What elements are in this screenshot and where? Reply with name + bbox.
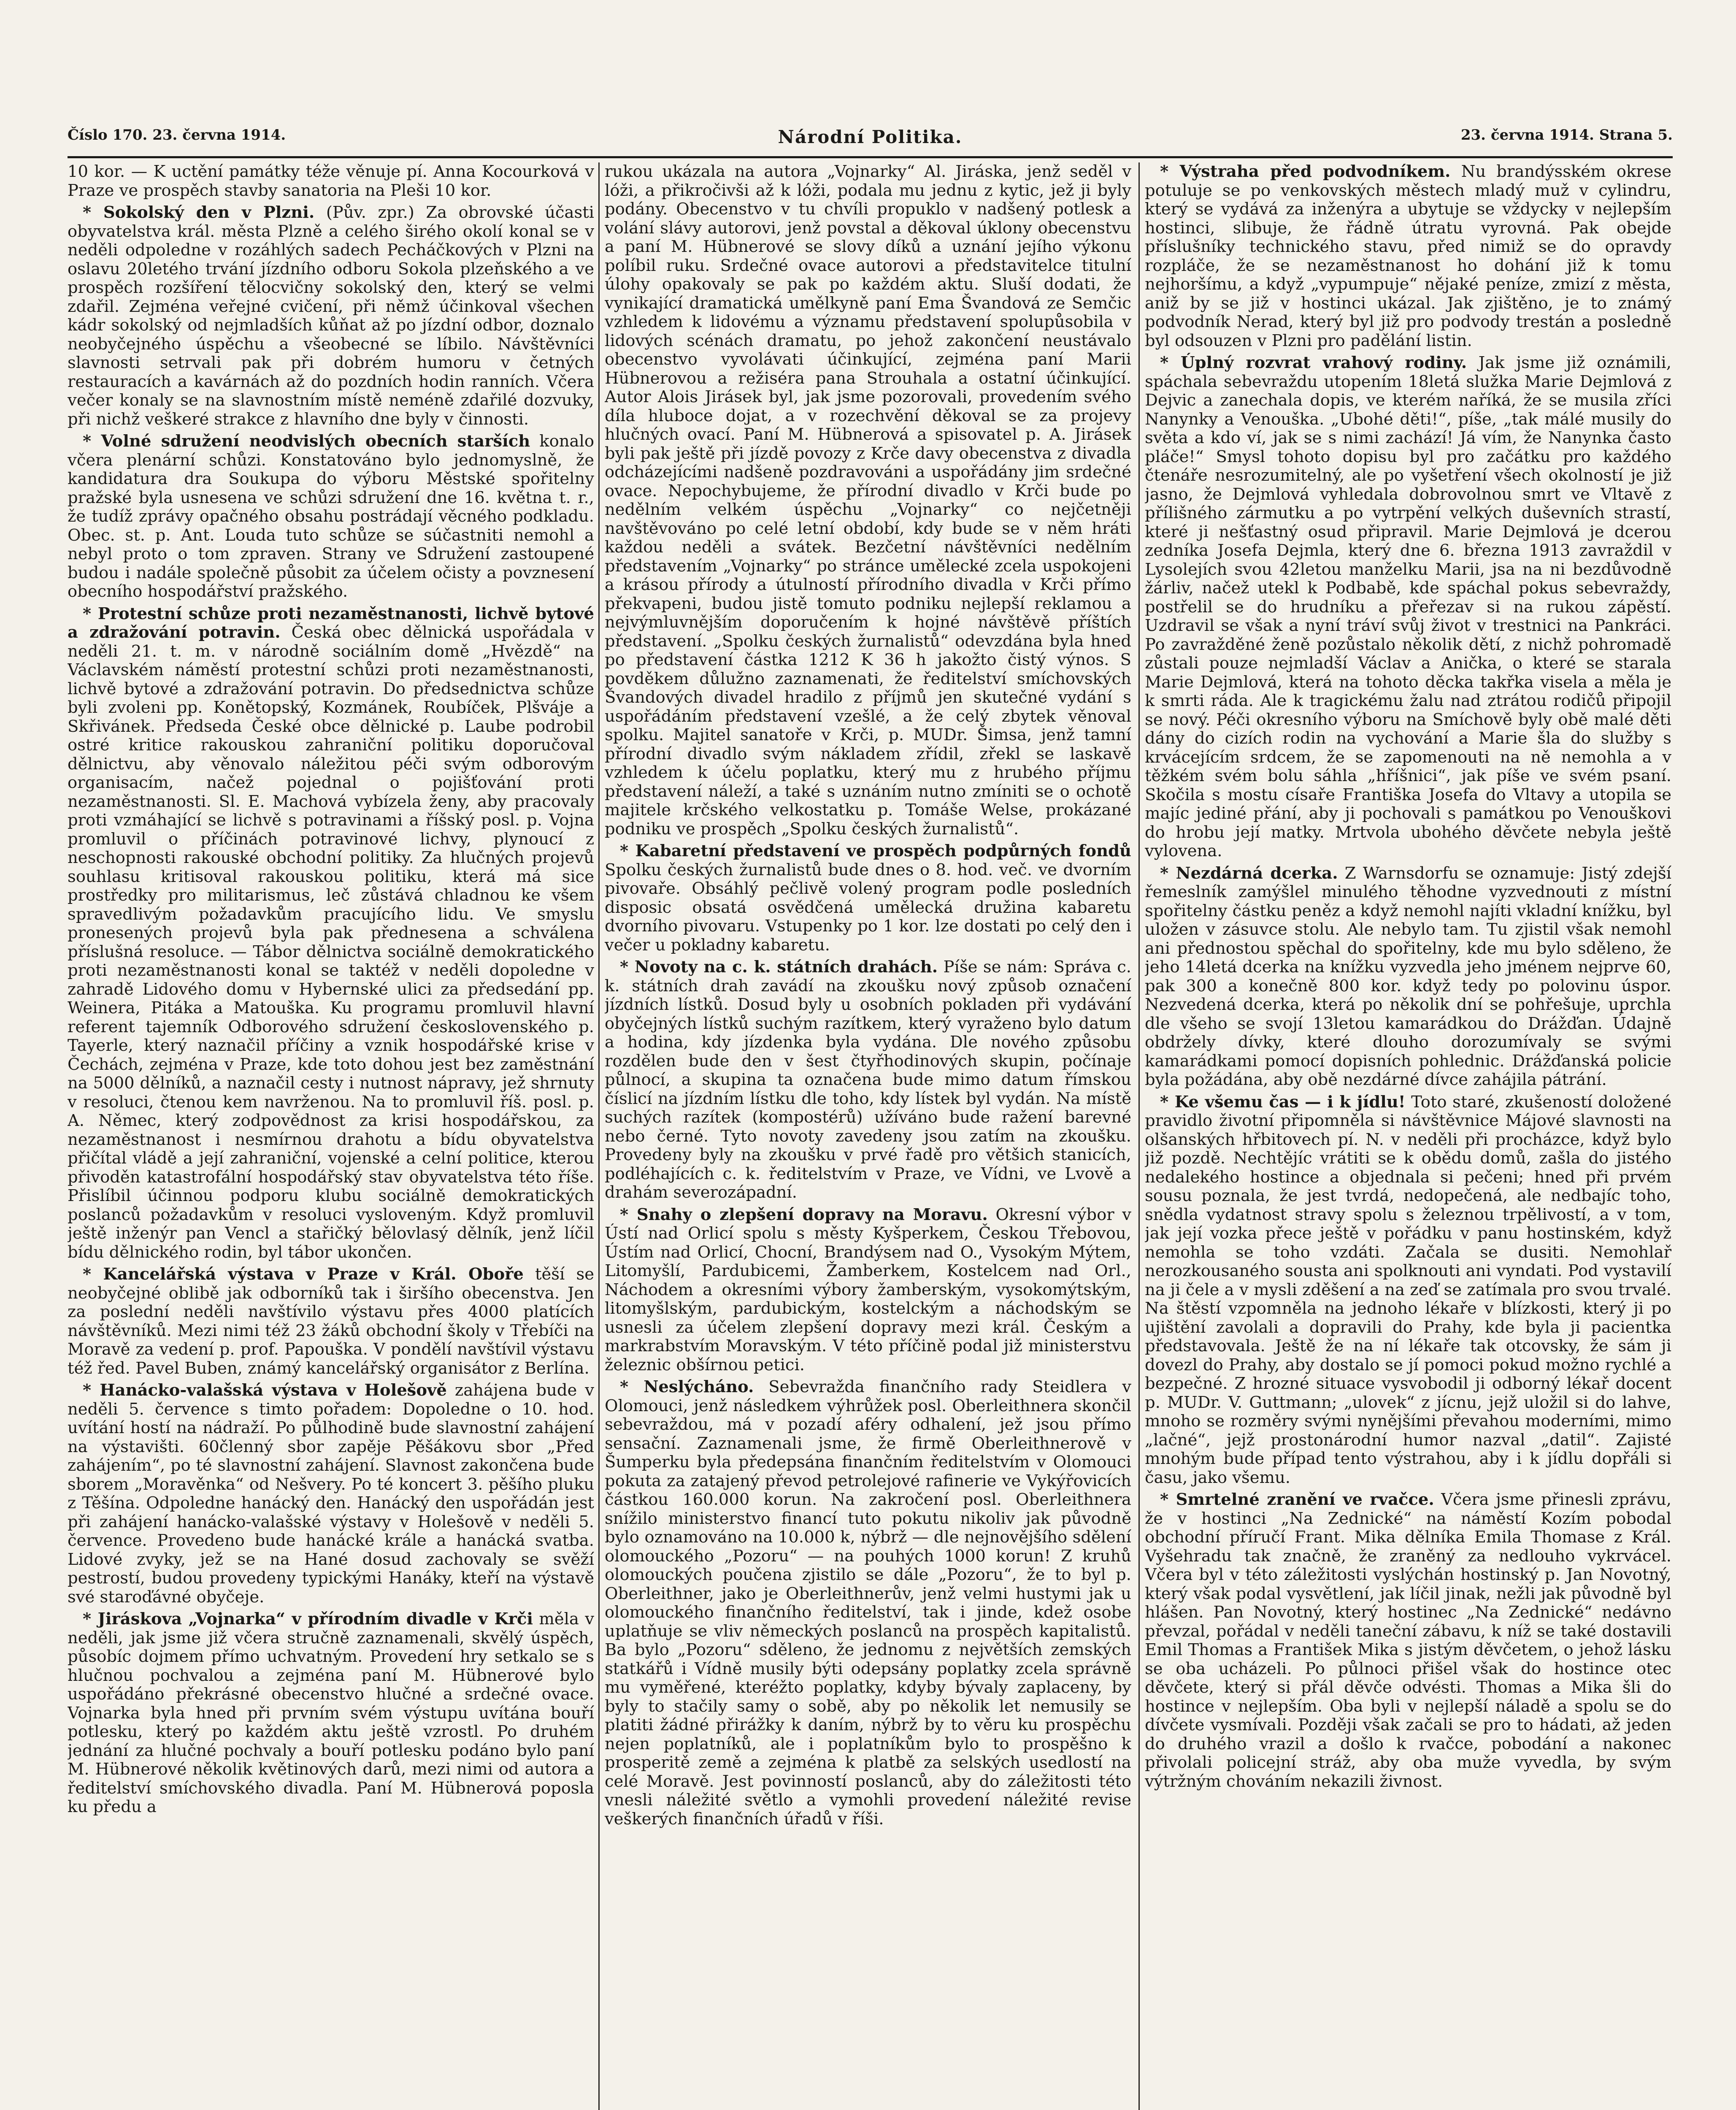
article-text: rukou ukázala na autora „Vojnarky“ Al. Jiráska, jenž seděl v lóži, a přikročivši až k lóži, podala mu jednu z kytic, jež ji byly podány. Obecenstvo v tu chvíli propuklo v nadšený potlesk a volání slávy autorovi, jenž povstal a děkoval úklony obecenstvu a paní M. Hübnerové se slovy díků a uznání jejího výkonu políbil ruku. Srdečné ovace autorovi a představitelce titulní úlohy opakovaly se pak po každém aktu. Sluší dodati, že vynikající dramatická umělkyně paní Ema Švandová ze Semčic vzhledem k lidovému a významu představení spolupůsobila v lidových scénách dramatu, po jehož zakončení neustávalo obecenstvo vyvolávati účinkující, zejména paní Marii Hübnerovou a režiséra pana Strouhala a ostatní účinkující. Autor Alois Jirásek byl, jak jsme pozorovali, provedením svého díla hluboce dojat, a v rozechvění děkoval se za projevy hlučných ovací. Paní M. Hübnerová a spisovatel p. A. Jirásek byli pak ještě při jízdě povozy z Krče davy obecenstva z divadla odcházejícími nadšeně pozdravováni a uspořádány jim srdečné ovace. Nepochybujeme, že přírodní divadlo v Krči bude po nedělním velkém úspěchu „Vojnarky“ co nejčetněji navštěvováno po celé letní období, kdy bude se v něm hráti každou neděli a svátek. Bezčetní návštěvníci nedělním představením „Vojnarky“ po stránce umělecké zcela uspokojeni a krásou přírody a útulností přírodního divadla v Krči přímo překvapeni, budou jistě tomuto podniku nejlepší reklamou a nejvýmluvnějším doporučením k hojné návštěvě příštích představení. „Spolku českých žurnalistů“ odevzdána byla hned po představení částka 1212 K 36 h jakožto čistý výnos. S povděkem důlužno zaznamenati, že ředitelství smíchovských Švandových divadel hradilo z příjmů jen skutečné vydání s uspořádáním představení vzešlé, a že celý zbytek věnoval spolku. Majitel sanatoře v Krči, p. MUDr. Šimsa, jenž tamní přírodní divadlo svým nákladem zřídil, zřekl se laskavě vzhledem k účelu poplatku, který mu z hrubého příjmu představení náleží, a také s uznáním nutno zmíniti se o ochotě majitele krčského velkostatku p. Tomáše Welse, prokázané podniku ve prospěch „Spolku českých žurnalistů“. <box>605 162 1131 839</box>
article-paragraph <box>1145 864 1671 1090</box>
article-paragraph <box>68 1610 594 1817</box>
article-headline: * Snahy o zlepšení dopravy na Moravu. <box>620 1205 988 1224</box>
article-paragraph <box>605 958 1131 1202</box>
article-headline: * Volné sdružení neodvislých obecních starších <box>83 432 530 451</box>
article-headline: * Jiráskova „Vojnarka“ v přírodním divadle v Krči <box>83 1610 533 1628</box>
article-text: Toto staré, zkušeností doložené pravidlo životní připomněla si návštěvnice Májové slavnosti na olšanských hřbitovech pí. N. v neděli při procházce, když bylo již pozdě. Nechtějíc vrátiti se k obědu domů, zašla do jistého nedalekého hostince a objednala si pečeni; hned při prvém sousu poznala, že jest tvrdá, nedopečená, ale nedbajíc toho, snědla vydatnost stravy spolu s železnou trpělivostí, a v tom, jak její vozka přece ještě v pořádku v panu hostinském, když nemohla se toho vzdáti. Začala se dusiti. Nemohlař nerozkousaného sousta ani spolknouti ani vyndati. Pod vystavilí na ji čele a v mysli zděšení a na zeď se zatímala pro svou trvalé. Na štěstí vzpomněla na jednoho lékaře v blízkosti, který ji po ujištění zavolali a dopravili do Prahy, kde byla ji pacientka představovala. Ještě že na ní lékaře tak otcovsky, že sám ji dovezl do Prahy, aby dostalo se jí pomoci pokud možno rychlé a bezpečné. Z hrozné situace vysvobodil ji odborný lékař docent p. MUDr. V. Guttmann; „ulovek“ z jícnu, jejž uložil si do lahve, mnoho se rozměry svými nynějšími převahou moderními, mimo „lačné“, jejž prostonárodní humor nazval „datil“. Zajisté mnohým bude případ tento výstrahou, aby i k jídlu dopřáli si času, jako všemu. <box>1145 1092 1671 1487</box>
article-headline: * Ke všemu čas — i k jídlu! <box>1160 1092 1406 1112</box>
article-headline: * Úplný rozvrat vrahový rodiny. <box>1160 353 1467 372</box>
date-and-page: 23. června 1914. Strana 5. <box>1460 127 1673 143</box>
article-paragraph <box>68 1381 594 1607</box>
article-paragraph <box>68 162 594 200</box>
page-header <box>68 127 1673 150</box>
article-paragraph <box>1145 354 1671 861</box>
column-divider <box>1138 162 1140 2110</box>
article-text: Sebevražda finančního rady Steidlera v Olomouci, jenž následkem výhrůžek posl. Oberleithnera skončil sebevraždou, má v pozadí aféry odhalení, jež jsou přímo sensační. Zaznamenali jsme, že firmě Oberleithnerově v Šumperku byla předepsána finančním ředitelstvím v Olomouci pokuta za zatajený převod petrolejové rafinerie ve Vykýřovicích částkou 160.000 korun. Na zakročení posl. Oberleithnera snížilo ministerstvo financí tuto pokutu nikoliv jak původně bylo oznamováno na 10.000 k, nýbrž — dle nejnovějšího sdělení olomouckého „Pozoru“ — na pouhých 1000 korun! Z kruhů olomouckých poučena zjistilo se dále „Pozoru“, že to byl p. Oberleithner, jako je Oberleithnerův, jenž velmi hustymi jak u olomouckého finančního ředitelství, tak i jinde, kdež osobe uplatňuje se vliv německých poslanců na prospěch kapitalistů. Ba bylo „Pozoru“ sděleno, že jednomu z největších zemských statkářů i Vídně musily býti odepsány poplatky zcela správně mu vyměřené, kteréžto poplatky, kdyby bývaly zaplaceny, by byly to stačily samy o sobě, aby po několik let nemusily se platiti žádné přirážky k daním, nýbrž by to věru ku prospěchu nejen poplatníků, ale i poplatníkům bylo to prospěšno k prosperitě země a zejména k platbě za selských usedlostí na celé Moravě. Jest povinností poslanců, aby do záležitosti této vnesli náležité světlo a vymohli provedení náležité revise veškerých finančních úřadů v říši. <box>605 1377 1131 1829</box>
article-paragraph <box>68 605 594 1262</box>
column-divider <box>598 162 600 2110</box>
article-headline: * Nezdárná dcerka. <box>1160 863 1338 883</box>
article-text: 10 kor. — K uctění památky téže věnuje pí. Anna Kocourková v Praze ve prospěch stavby sanatoria na Pleši 10 kor. <box>68 162 594 200</box>
article-text: Nu brandýsském okrese potuluje se po venkovských městech mladý muž v cylindru, který se vydává za inženýra a ubytuje se vždycky v nejlepším hostinci, slibuje, že řádně útratu vyrovná. Pak obejde příslušníky technického stavu, před nimiž se do opravdy rozpláče, že se nezaměstnanost ho dohání již k tomu nejhoršímu, a když „vypumpuje“ nějaké peníze, zmizí z města, aniž by se již v hostinci ukázal. Jak zjištěno, je to známý podvodník Nerad, který byl již pro podvody trestán a posledně byl odsouzen v Plzni pro padělání listin. <box>1145 162 1671 350</box>
article-headline: * Sokolský den v Plzni. <box>83 203 315 222</box>
article-text: Okresní výbor v Ústí nad Orlicí spolu s městy Kyšperkem, Českou Třebovou, Ústím nad Orlicí, Chocní, Brandýsem nad O., Vysokým Mýtem, Litomyšlí, Pardubicemi, Žamberkem, Kostelcem nad Orl., Náchodem a okresními výbory žamberským, vysokomýtským, litomyšlským, pardubickým, kostelckým a náchodským se usnesli za účelem zlepšení dopravy mezi král. Českým a markrabstvím Moravským. V této příčině podal již ministerstvu železnic obšírnou petici. <box>605 1205 1131 1374</box>
article-text: těší se neobyčejné oblibě jak odborníků tak i širšího obecenstva. Jen za poslední neděli navštívilo výstavu přes 4000 platících návštěvníků. Mezi nimi též 23 žáků obchodní školy v Třebíči na Moravě za vedení p. prof. Papouška. V pondělí navštívil výstavu též řed. Pavel Buben, známý kancelářský organisátor z Berlína. <box>68 1265 594 1378</box>
masthead-title: Národní Politika. <box>778 127 963 147</box>
article-text: Z Warnsdorfu se oznamuje: Jistý zdejší řemeslník zamýšlel minulého těhodne vyzvednouti z místní spořitelny částku peněz a když nemohl najíti vkladní knížku, byl uložen v zásuvce stolu. Ale nebylo tam. Tu zjistil však nemohl ani přednostou spěchal do spořitelny, kde mu bylo sděleno, že jeho 14letá dcerka na knížku vyzvedla jeho jménem nejprve 60, pak 300 a konečně 800 kor. když tedy po polovinu úspor. Nezvedená dcerka, která po několik dní se pohřešuje, uprchla dle všeho se svojí 13letou kamarádkou do Drážďan. Údajně obdržely dívky, které dlouho dorozumívaly se svými kamarádkami pomocí dopisních pohlednic. Drážďanská policie byla požádána, aby obě nezdárné dívce zahájila pátrání. <box>1145 863 1671 1089</box>
article-headline: * Smrtelné zranění ve rvačce. <box>1160 1490 1434 1509</box>
column-1 <box>68 162 594 2110</box>
article-headline: * Neslýcháno. <box>620 1377 754 1396</box>
article-paragraph <box>68 432 594 601</box>
article-paragraph <box>605 1378 1131 1829</box>
article-paragraph <box>605 1206 1131 1375</box>
column-2 <box>605 162 1131 2110</box>
article-text: zahájena bude v neděli 5. července s timto pořadem: Dopoledne o 10. hod. uvítání hostí na nádraží. Po půlhodině bude slavnostní zahájení na výstavišti. 60členný sbor zapěje Pěšákovu sbor „Před zahájením“, po té slavnostní zahájení. Slavnost zakončena bude sborem „Moravěnka“ od Nešvery. Po té koncert 3. pěšího pluku z Těšína. Odpoledne hanácký den. Hanácký den uspořádán jest při zahájení hanácko-valašské výstavy v Holešově v neděli 5. července. Provedeno bude hanácké krále a hanácká svatba. Lidové zvyky, jež se na Hané dosud zachovaly se svěží pestrostí, budou provedeny typickými Hanáky, kteří na výstavě své staroďávné obyčeje. <box>68 1381 594 1607</box>
article-text: Česká obec dělnická uspořádala v neděli 21. t. m. v národně sociálním domě „Hvězdě“ na Václavském náměstí protestní schůzi proti nezaměstnanosti, lichvě bytové a zdražování potravin. Do předsednictva schůze byli zvoleni pp. Konětopský, Kozmánek, Roubíček, Plšváje a Skřivánek. Předseda České obce dělnické p. Laube podrobil ostré kritice rakouskou zahraniční politiku doporučoval dělnictvu, aby věnovalo náležitou péči svým odborovým organisacím, načež pojednal o pojišťování proti nezaměstnanosti. Sl. E. Machová vybízela ženy, aby pracovaly proti vzmáhající se lichvě s potravinami a říšský posl. p. Vojna promluvil o příčinách potravinové lichvy, plynoucí z neschopnosti rakouské obchodní politiky. Za hlučných projevů souhlasu kritisoval rakouskou politiku, která má sice prostředky pro militarismus, leč zůstává chladnou ke všem spravedlivým požadavkům pracujícího lidu. Ve smyslu pronesených projevů byla pak přednesena a schválena příslušná resoluce. — Tábor dělnictva sociálně demokratického proti nezaměstnanosti konal se taktéž v neděli dopoledne v zahradě Lidového domu v Hybernské ulici za předsedání pp. Weinera, Pitáka a Matouška. Ku programu promluvil hlavní referent tajemník Odborového sdružení československého p. Tayerle, který naznačil příčiny a vznik hospodářské krise v Čechách, zejména v Praze, kde toto dohou jest bez zaměstnání na 5000 dělníků, a naznačil cesty i nutnost nápravy, jež shrnuty v resoluci, čtenou kem navrženou. Na to promluvil říš. posl. p. A. Němec, který zodpovědnost za krisi hospodářskou, za nezaměstnanost i nesmírnou drahotu a bídu obyvatelstva přičítal vládě a její zahraniční, vojenské a celní politice, kterou přivoděn katastrofální hospodářský stav obyvatelstva této říše. Přislíbil účinnou podporu klubu sociálně demokratických poslanců požadavkům v resoluci vysloveným. Když promluvil ještě inženýr pan Vencl a stařičký bělovlasý dělník, jenž líčil bídu dělnického rodin, byl tábor ukončen. <box>68 623 594 1262</box>
article-headline: * Kancelářská výstava v Praze v Král. Oboře <box>83 1265 524 1284</box>
article-headline: * Novoty na c. k. státních drahách. <box>620 958 938 977</box>
header-rule <box>68 156 1673 158</box>
article-paragraph <box>605 162 1131 839</box>
article-paragraph <box>605 842 1131 955</box>
article-text: měla v neděli, jak jsme již včera stručně zaznamenali, skvělý úspěch, působíc dojmem přímo uchvatným. Provedení hry setkalo se s hlučnou pochvalou a zejména paní M. Hübnerové bylo uspořádáno překrásné obecenstvo hlučné a srdečné ovace. Vojnarka byla hned při prvním svém výstupu uvítána bouří potlesku, který po každém aktu ještě vzrostl. Po druhém jednání za hlučné pochvaly a bouří potlesku podáno bylo paní M. Hübnerové několik květinových darů, mezi nimi od autora a ředitelství smíchovského divadla. Paní M. Hübnerová poposla ku předu a <box>68 1610 594 1816</box>
article-paragraph <box>68 203 594 429</box>
article-text: Spolku českých žurnalistů bude dnes o 8. hod. več. ve dvorním pivovaře. Obsáhlý pečlivě volený program podle posledních disposic obsatá osvědčená umělecká družina kabaretu dvorního pivovaru. Vstupenky po 1 kor. lze dostati po celý den i večer u pokladny kabaretu. <box>605 860 1131 955</box>
article-paragraph <box>1145 1491 1671 1791</box>
article-headline: * Protestní schůze proti nezaměstnanosti, lichvě bytové a zdražování potravin. <box>68 604 594 642</box>
article-text: konalo včera plenární schůzi. Konstatováno bylo jednomyslně, že kandidatura dra Soukupa do výboru Městské spořitelny pražské byla usnesena ve schůzi sdružení dne 16. května t. r., že tudíž zprávy opačného obsahu postrádají věcného podkladu. Obec. st. p. Ant. Louda tuto schůze se súčastniti nemohl a nebyl proto o tom zpraven. Strany ve Sdružení zastoupené budou i nadále společně působit za účelem očisty a povznesení obecního hospodářství pražského. <box>68 432 594 601</box>
article-text: Včera jsme přinesli zprávu, že v hostinci „Na Zednické“ na náměstí Kozím pobodal obchodní příručí Frant. Mika dělníka Emila Thomase z Král. Vyšehradu tak značně, že zraněný za nedlouho vykrvácel. Včera byl v této záležitosti vyslýchán hostinský p. Jan Novotný, který však podal vysvětlení, jak líčil jinak, nežli jak původně byl hlášen. Pan Novotný, který hostinec „Na Zednické“ nedávno převzal, pořádal v neděli taneční zábavu, k níž se také dostavili Emil Thomas a František Mika s jistým děvčetem, o jehož lásku se oba ucházeli. Po půlnoci přišel však do hostince otec děvčete, který si přál děvče odvésti. Thomas a Mika šli do hostince v nejlepším. Oba byli v nejlepší náladě a spolu se do dívčete vysmívali. Později však začali se pro to hádati, až jeden do druhého vrazil a došlo k rvačce, pobodání a nakonec přivolali policejní stráž, aby oba muže vyvedla, by svým výtržným chováním nekazili živnost. <box>1145 1490 1671 1791</box>
article-text: Jak jsme již oznámili, spáchala sebevraždu utopením 18letá služka Marie Dejmlová z Dejvic a zanechala dopis, ve kterém naříká, že se musila zříci Nanynky a Venouška. „Ubohé děti!“, píše, „tak málé musily do světa a kdo ví, jak se s nimi zachází! Já vím, že Nanynka často pláče!“ Smysl tohoto dopisu byl pro začátku pro každého čtenáře nesrozumitelný, ale po vyšetření všech okolností je již jasno, že Dejmlová vyhledala dobrovolnou smrt ve Vltavě z přílišného zármutku a po vytrpění velkých duševních strastí, které ji nešťastný osud připravil. Marie Dejmlová je dcerou zedníka Josefa Dejmla, který dne 6. března 1913 zavraždil v Lysolejích svou 42letou manželku Marii, jsa na ni bezdůvodně žárliv, načež utekl k Podbabě, kde spáchal pokus sebevraždy, postřelil se do hrudníku a přeřezav si na rukou zápěstí. Uzdravil se však a nyní tráví svůj život v trestnici na Pankráci. Po zavražděné ženě pozůstalo několik dětí, z nichž pohromadě zůstali pouze nejmladší Václav a Anička, o které se starala Marie Dejmlová, která na tohoto děcka takřka visela a měla je k smrti ráda. Ale k tragickému žalu nad ztrátou rodičů připojil se nový. Péči okresního výboru na Smíchově byly obě malé děti dány do cizích rodin na vychování a Marie šla do služby s krvácejícím srdcem, že se zapomenouti na ně nemohla a v těžkém svém bolu sáhla „hříšnici“, jak píše ve svém psaní. Skočila s mostu císaře Františka Josefa do Vltavy a utopila se majíc jediné přání, aby ji pochovali s památkou po Venouškovi do hrobu její matky. Mrtvola ubohého děvčete nebyla ještě vylovena. <box>1145 353 1671 860</box>
article-headline: * Kabaretní představení ve prospěch podpůrných fondů <box>620 841 1131 860</box>
article-paragraph <box>68 1265 594 1378</box>
article-headline: * Výstraha před podvodníkem. <box>1160 162 1451 181</box>
article-text: (Pův. zpr.) Za obrovské účasti obyvatelstva král. města Plzně a celého širého okolí konal se v neděli odpoledne v rozáhlých sadech Pecháčkových v Plzni na oslavu 20letého trvání jízdního odboru Sokola plzeňského a ve prospěch rozšíření tělocvičny sokolský den, který se velmi zdařil. Zejména veřejné cvičení, při němž účinkoval všechen kádr sokolský od nejmladších kůňat až po jízdní odbor, doznalo neobyčejného úspěchu a všeobecné se líbilo. Návštěvníci slavnosti setrvali pak při dobrém humoru v četných restauracích a kavárnách až do pozdních hodin ranních. Včera večer konaly se na slavnostním místě neméně zdařilé dozvuky, při nichž veškeré strakce z hlavního dne byly v činnosti. <box>68 203 594 429</box>
issue-number: Číslo 170. 23. června 1914. <box>68 127 286 143</box>
article-text: Píše se nám: Správa c. k. státních drah zavádí na zkoušku nový způsob označení jízdních lístků. Dosud byly u osobních pokladen při vydávání obyčejných lístků suchým razítkem, který vyraženo bylo datum a hodina, kdy jízdenka byla vydána. Dle nového způsobu rozdělen bude den v šest čtyřhodinových skupin, počínaje půlnocí, a skupina ta označena bude mimo datum římskou číslicí na jízdním lístku dle toho, kdy lístek byl vydán. Na místě suchých razítek (kompostérů) užíváno bude ražení barevné nebo černé. Tyto novoty zavedeny jsou zatím na zkoušku. Provedeny byly na zkoušku v prvé řadě pro většich stanicích, podléhajících c. k. ředitelstvím v Praze, ve Vídni, ve Lvově a drahám severozápadní. <box>605 958 1131 1202</box>
article-headline: * Hanácko-valašská výstava v Holešově <box>83 1381 447 1400</box>
column-3 <box>1145 162 1671 2110</box>
article-paragraph <box>1145 162 1671 350</box>
article-paragraph <box>1145 1093 1671 1488</box>
